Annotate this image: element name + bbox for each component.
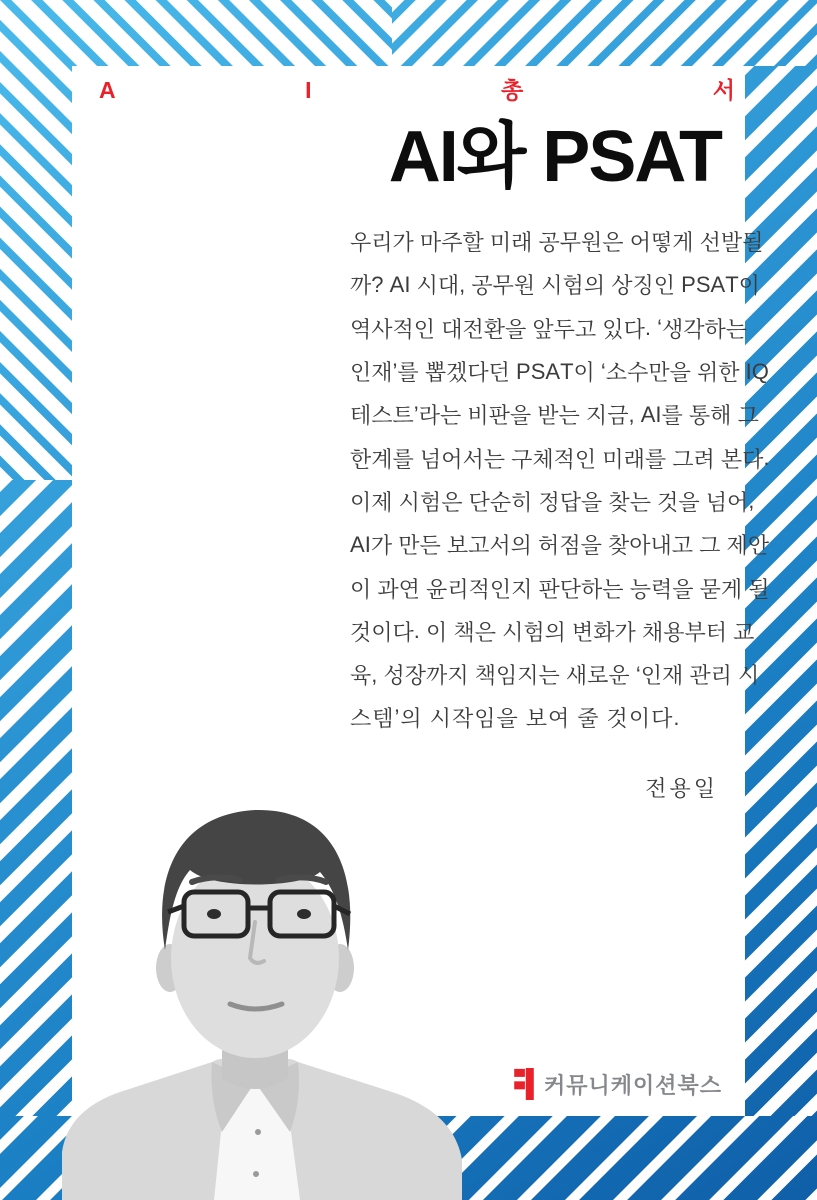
- book-description: [350, 220, 770, 740]
- publisher-logo: [513, 1068, 722, 1100]
- description-line: 것 이 다 . 이 책 은 시 험 의 변 화 가 채 용 부 터 교: [350, 618, 755, 645]
- series-label-row: [99, 79, 735, 102]
- description-line: 까 ? A I 시 대 , 공 무 원 시 험 의 상 징 인 P S A T 이: [350, 271, 760, 299]
- description-line: 한 계 를 넘 어 서 는 구 체 적 인 미 래 를 그 려 본 다 .: [350, 445, 770, 472]
- description-line: 육 , 성 장 까 지 책 임 지 는 새 로 운 ‘ 인 재 관 리 시: [350, 661, 760, 689]
- description-line: 테 스 트 ’ 라 는 비 판 을 받 는 지 금 , A I 를 통 해 그: [350, 401, 759, 429]
- description-line: A I 가 만 든 보 고 서 의 허 점 을 찾 아 내 고 그 제 안: [350, 531, 770, 559]
- author-name: 전용일: [645, 776, 718, 801]
- description-line: 인 재 ’ 를 뽑 겠 다 던 P S A T 이 ‘ 소 수 만 을 위 한 I Q: [350, 358, 769, 386]
- publisher-name: 커뮤니케이션북스: [543, 1072, 722, 1098]
- publisher-mark-icon: [513, 1068, 535, 1100]
- series-letter: A: [99, 77, 116, 103]
- description-line: 스 템 ’ 의 시 작 임 을 보 여 줄 것 이 다 .: [350, 704, 680, 732]
- series-letter: 총: [501, 77, 524, 103]
- series-letter: I: [305, 77, 312, 103]
- book-title: AI와 PSAT: [388, 117, 721, 197]
- description-line: 이 과 연 윤 리 적 인 지 판 단 하 는 능 력 을 묻 게 될: [350, 576, 770, 602]
- series-letter: 서: [712, 77, 735, 103]
- description-line: 우 리 가 마 주 할 미 래 공 무 원 은 어 떻 게 선 발 될: [350, 230, 764, 256]
- description-line: 역 사 적 인 대 전 환 을 앞 두 고 있 다 . ‘ 생 각 하 는: [350, 315, 748, 342]
- author-photo: [62, 800, 466, 1200]
- description-line: 이 제 시 험 은 단 순 히 정 답 을 찾 는 것 을 넘 어 ,: [350, 488, 755, 515]
